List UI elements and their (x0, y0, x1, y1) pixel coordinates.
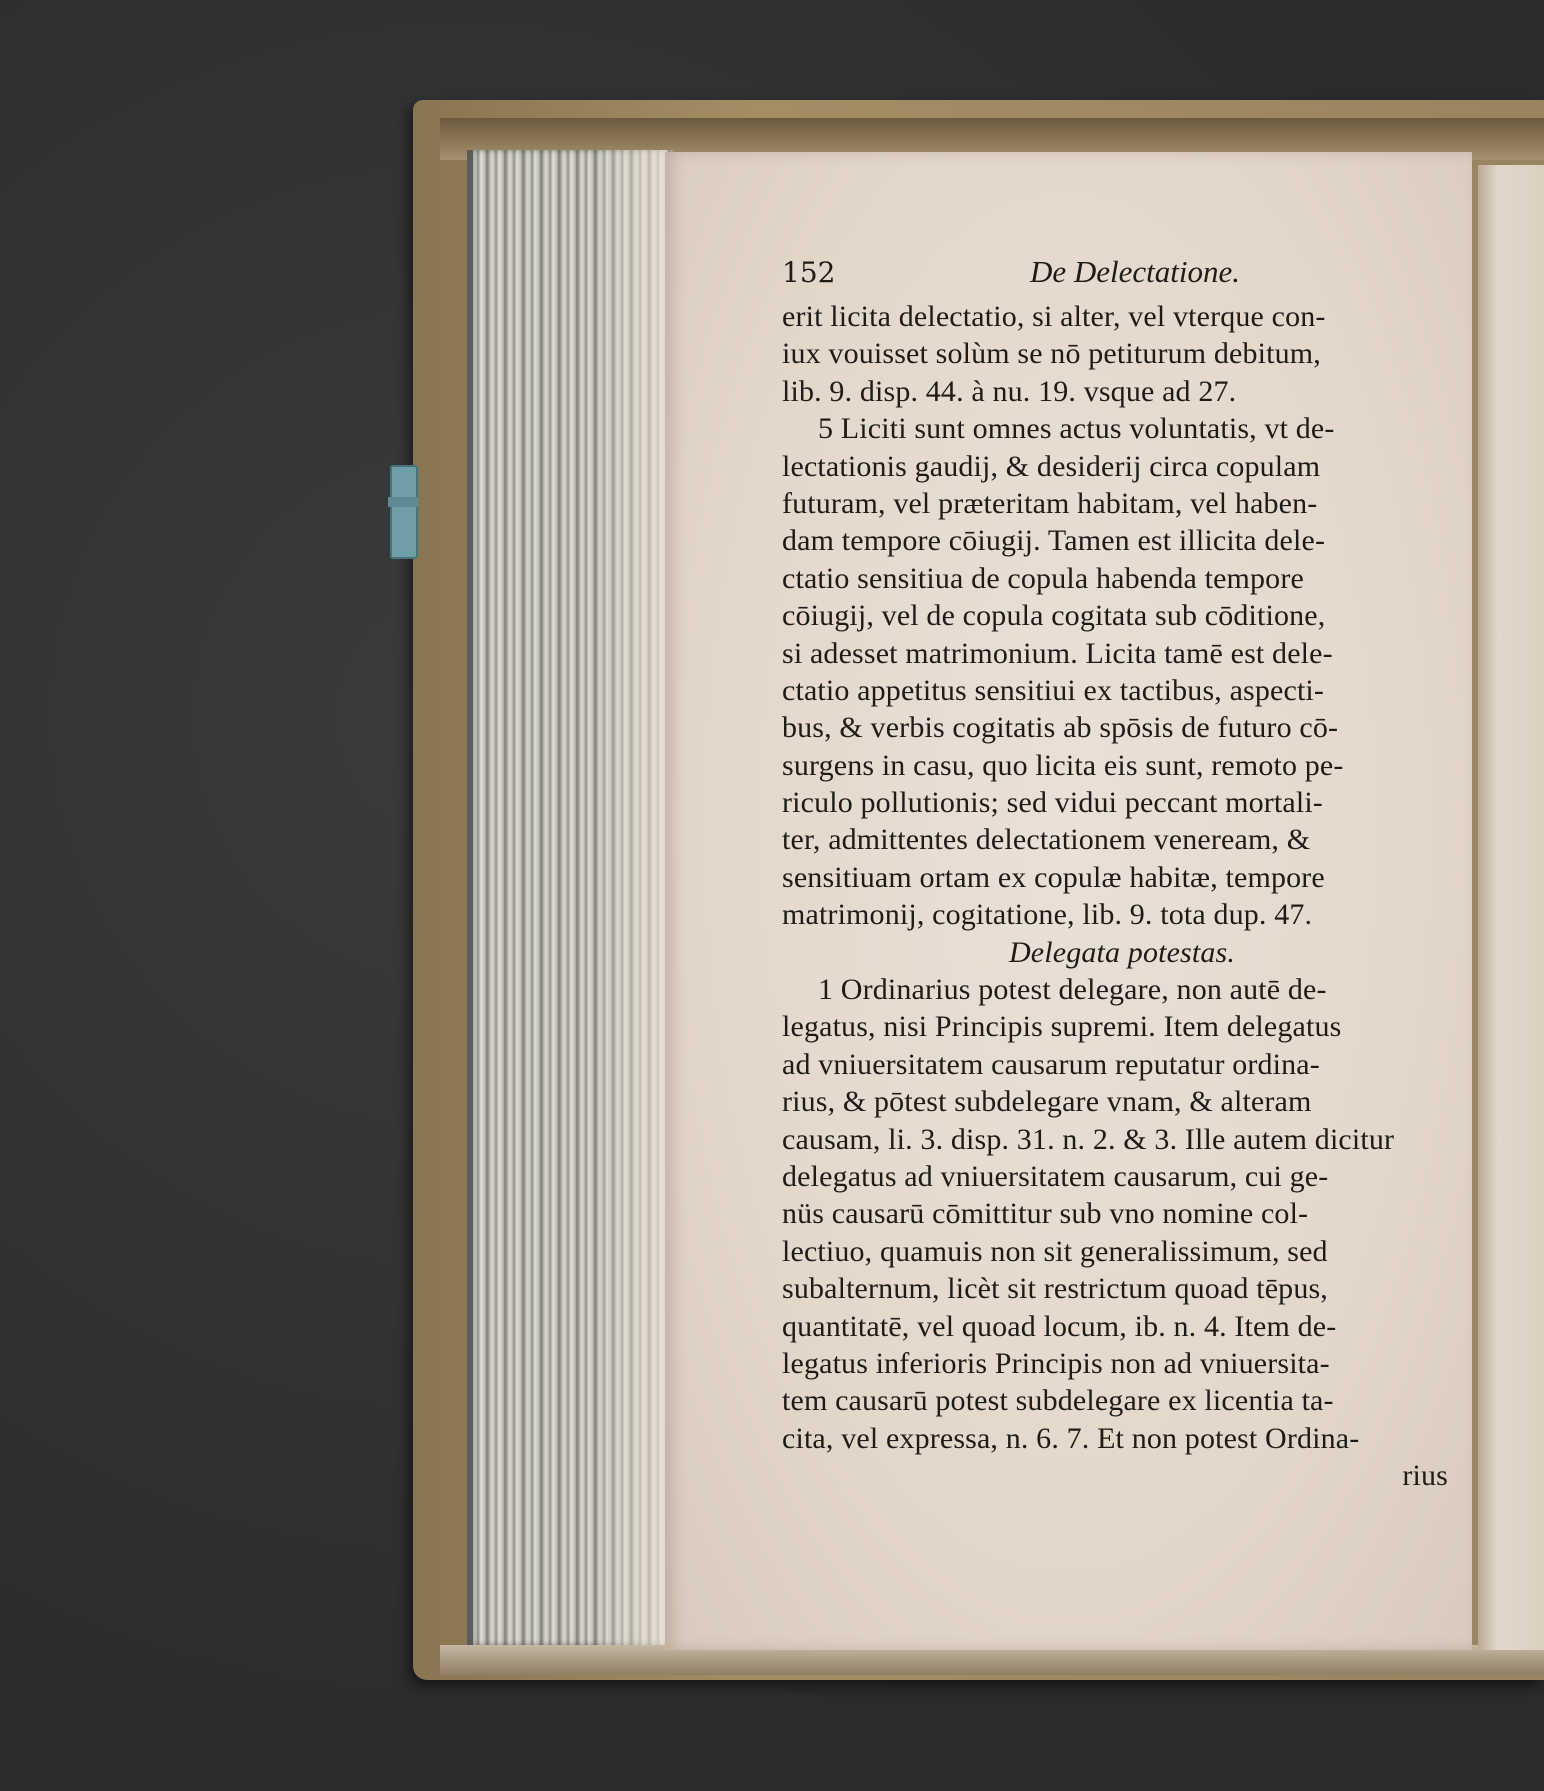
text-line: nüs causarū cōmittitur sub vno nomine col- (782, 1197, 1309, 1231)
text-line: lib. 9. disp. 44. à nu. 19. vsque ad 27. (782, 374, 1237, 408)
text-line: ad vniuersitatem causarum reputatur ordina- (782, 1047, 1320, 1081)
running-title: De Delectatione. (1030, 254, 1241, 289)
text-line: legatus, nisi Principis supremi. Item delegatus (782, 1010, 1342, 1044)
text-line: ctatio appetitus sensitiui ex tactibus, aspecti- (782, 673, 1325, 707)
facing-page-edge (1478, 165, 1544, 1650)
text-line: quantitatē, vel quoad locum, ib. n. 4. Item de- (782, 1309, 1337, 1343)
text-line: cita, vel expressa, n. 6. 7. Et non potest Ordina- (782, 1421, 1360, 1455)
text-line: sensitiuam ortam ex copulæ habitæ, tempore (782, 860, 1325, 894)
page-text-block (782, 250, 1462, 1580)
text-line: bus, & verbis cogitatis ab spōsis de futuro cō- (782, 711, 1339, 745)
text-line: iux vouisset solùm se nō petiturum debitum, (782, 337, 1321, 371)
text-line: futuram, vel præteritam habitam, vel haben- (782, 486, 1318, 520)
text-line: lectiuo, quamuis non sit generalissimum, sed (782, 1234, 1328, 1268)
text-line: cōiugij, vel de copula cogitata sub cōditione, (782, 599, 1326, 633)
text-line: 5 Liciti sunt omnes actus voluntatis, vt de- (818, 412, 1335, 446)
page-edges-shade (600, 150, 668, 1645)
text-line: ter, admittentes delectationem veneream, & (782, 823, 1311, 857)
ribbon-marker (390, 465, 418, 559)
text-line: tem causarū potest subdelegare ex licentia ta- (782, 1384, 1334, 1418)
text-line: ctatio sensitiua de copula habenda tempore (782, 561, 1304, 595)
text-line: rius (1402, 1459, 1448, 1493)
page-body (782, 298, 1462, 1495)
text-line: si adesset matrimonium. Licita tamē est dele- (782, 636, 1333, 670)
text-line: surgens in casu, quo licita eis sunt, remoto pe- (782, 748, 1344, 782)
page-header (782, 250, 1462, 294)
text-line: lectationis gaudij, & desiderij circa copulam (782, 449, 1321, 483)
text-line: causam, li. 3. disp. 31. n. 2. & 3. Ille autem dicitur (782, 1122, 1395, 1156)
text-line: subalternum, licèt sit restrictum quoad tēpus, (782, 1272, 1328, 1306)
text-line: 1 Ordinarius potest delegare, non autē de- (818, 973, 1327, 1007)
text-line: delegatus ad vniuersitatem causarum, cui ge- (782, 1159, 1329, 1193)
section-heading: Delegata potestas. (1008, 935, 1235, 969)
text-line: legatus inferioris Principis non ad vniuersita- (782, 1346, 1330, 1380)
text-line: dam tempore cōiugij. Tamen est illicita dele- (782, 524, 1326, 558)
text-line: rius, & pōtest subdelegare vnam, & alteram (782, 1085, 1312, 1119)
text-line: matrimonij, cogitatione, lib. 9. tota dup. 47. (782, 898, 1313, 932)
text-line: riculo pollutionis; sed vidui peccant mortali- (782, 786, 1323, 820)
text-line: erit licita delectatio, si alter, vel vterque con- (782, 300, 1326, 333)
page-number: 152 (782, 256, 836, 289)
